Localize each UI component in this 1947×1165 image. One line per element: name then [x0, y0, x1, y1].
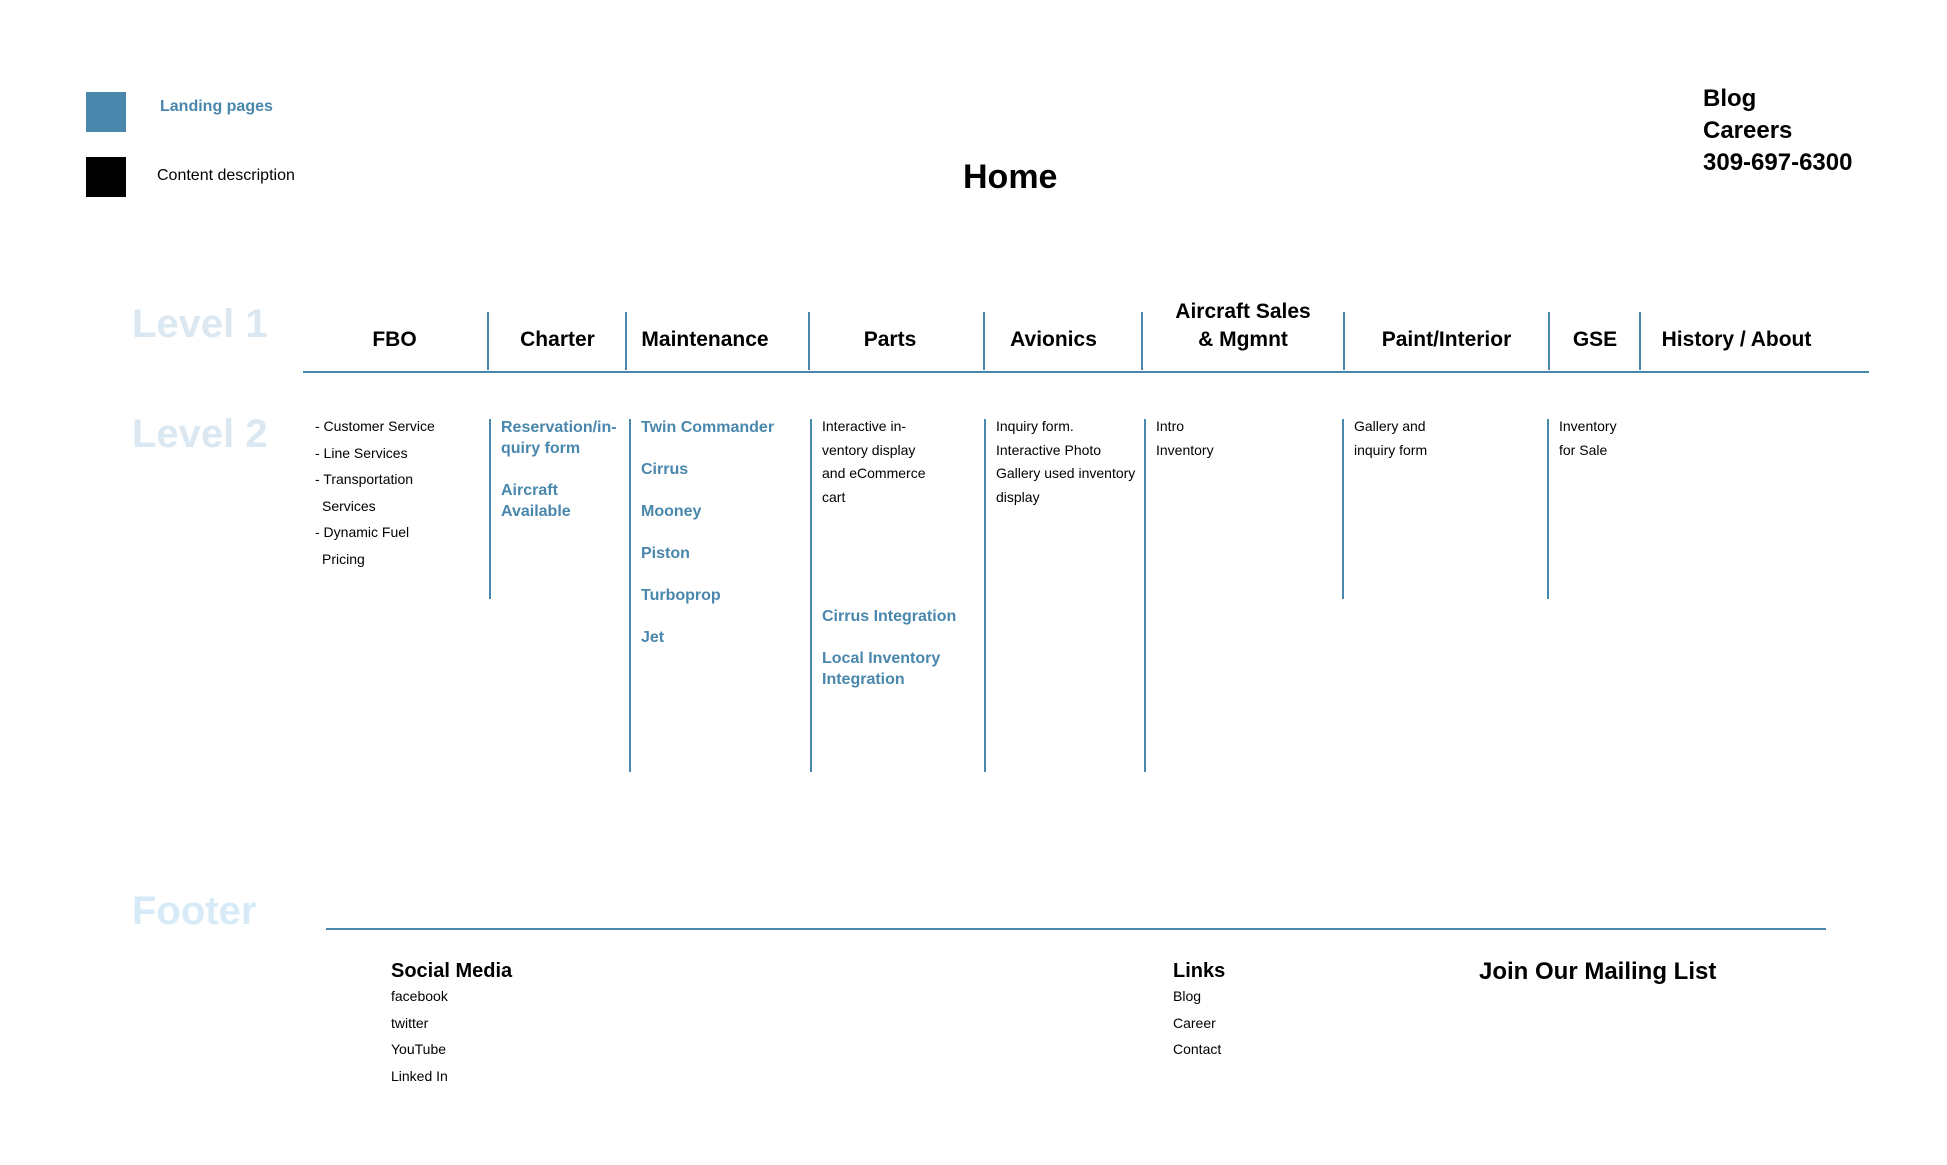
parts-description — [822, 415, 926, 509]
nav-maintenance[interactable]: Maintenance — [641, 328, 769, 351]
desc-line: Inquiry form. — [996, 418, 1074, 434]
nav-avionics[interactable]: Avionics — [1010, 328, 1097, 351]
level-2-divider — [984, 419, 986, 772]
list-item: - Line Services — [315, 444, 408, 461]
footer-link-linkedin[interactable]: Linked In — [391, 1067, 448, 1084]
parts-link-cirrus-integration[interactable]: Cirrus Integration — [822, 608, 957, 625]
footer-link-career[interactable]: Career — [1173, 1014, 1216, 1031]
desc-line: Inventory — [1559, 418, 1617, 434]
nav-charter[interactable]: Charter — [520, 328, 595, 351]
footer-link-facebook[interactable]: facebook — [391, 988, 448, 1004]
level-2-label: Level 2 — [132, 412, 268, 456]
link-line: Integration — [822, 671, 905, 688]
footer-link-twitter[interactable]: twitter — [391, 1014, 429, 1031]
avionics-description — [996, 415, 1135, 509]
nav-fbo[interactable]: FBO — [372, 328, 417, 351]
top-links — [1703, 83, 1852, 179]
desc-line: Interactive Photo — [996, 441, 1102, 458]
level-1-underline — [303, 371, 1869, 373]
desc-line: Interactive in- — [822, 418, 907, 434]
parts-links — [822, 606, 956, 690]
nav-divider — [983, 312, 985, 370]
maintenance-links — [641, 417, 774, 648]
desc-line: Gallery and — [1354, 418, 1426, 434]
nav-divider — [1343, 312, 1345, 370]
desc-line: Inventory — [1156, 441, 1214, 458]
nav-divider — [625, 312, 627, 370]
nav-aircraft-sales-line1: Aircraft Sales — [1175, 300, 1311, 323]
charter-aircraft-available-link[interactable] — [501, 480, 617, 522]
link-line: Local Inventory — [822, 650, 941, 667]
link-line: Aircraft — [501, 482, 558, 499]
fbo-content-list — [315, 413, 435, 572]
level-2-divider — [810, 419, 812, 772]
level-2-divider — [1342, 419, 1344, 599]
level-2-divider — [489, 419, 491, 599]
footer-link-contact[interactable]: Contact — [1173, 1041, 1222, 1057]
footer-links-heading: Links — [1173, 960, 1226, 982]
maintenance-link-twin-commander[interactable]: Twin Commander — [641, 419, 775, 436]
landing-pages-legend-label: Landing pages — [160, 98, 273, 115]
aircraft-sales-description — [1156, 415, 1214, 462]
top-link-careers[interactable]: Careers — [1703, 117, 1793, 144]
maintenance-link-mooney[interactable]: Mooney — [641, 503, 702, 520]
maintenance-link-turboprop[interactable]: Turboprop — [641, 587, 721, 604]
footer-links-section — [1173, 960, 1225, 1063]
list-item: - Customer Service — [315, 418, 435, 434]
top-link-phone[interactable]: 309-697-6300 — [1703, 149, 1853, 176]
desc-line: for Sale — [1559, 441, 1608, 458]
nav-gse[interactable]: GSE — [1572, 328, 1618, 351]
parts-link-local-inventory[interactable] — [822, 648, 956, 690]
charter-links — [501, 417, 617, 522]
level-2-divider — [1547, 419, 1549, 599]
list-item: - Transportation — [315, 471, 414, 487]
list-item: Pricing — [322, 550, 365, 567]
list-item: Services — [322, 497, 376, 514]
maintenance-link-piston[interactable]: Piston — [641, 545, 690, 562]
maintenance-link-cirrus[interactable]: Cirrus — [641, 461, 689, 478]
desc-line: display — [996, 488, 1040, 505]
paint-interior-description — [1354, 415, 1427, 462]
desc-line: Gallery used inventory — [996, 465, 1136, 481]
desc-line: Intro — [1156, 418, 1185, 434]
nav-divider — [1548, 312, 1550, 370]
spacer — [501, 459, 617, 480]
nav-paint-interior[interactable]: Paint/Interior — [1381, 328, 1512, 351]
gse-description — [1559, 415, 1617, 462]
link-line: quiry form — [501, 440, 581, 457]
page-title: Home — [963, 158, 1058, 196]
link-line: Reservation/in- — [501, 419, 617, 436]
footer-link-youtube[interactable]: YouTube — [391, 1041, 447, 1057]
nav-divider — [487, 312, 489, 370]
charter-reservation-link[interactable] — [501, 417, 617, 459]
footer-social-section — [391, 960, 512, 1089]
nav-history-about[interactable]: History / About — [1661, 328, 1812, 351]
footer-social-heading: Social Media — [391, 960, 513, 982]
content-description-legend-label: Content description — [157, 167, 295, 184]
nav-divider — [1141, 312, 1143, 370]
level-2-divider — [1144, 419, 1146, 772]
footer-divider — [326, 928, 1826, 930]
nav-divider — [1639, 312, 1641, 370]
content-description-swatch — [86, 157, 126, 197]
level-1-label: Level 1 — [132, 302, 268, 346]
nav-parts[interactable]: Parts — [863, 328, 917, 351]
top-link-blog[interactable]: Blog — [1703, 85, 1757, 112]
desc-line: and eCommerce — [822, 465, 926, 481]
join-mailing-list[interactable]: Join Our Mailing List — [1479, 958, 1717, 985]
desc-line: inquiry form — [1354, 441, 1428, 458]
desc-line: ventory display — [822, 441, 916, 458]
footer-link-blog[interactable]: Blog — [1173, 988, 1202, 1004]
desc-line: cart — [822, 488, 846, 505]
nav-aircraft-sales-line2: & Mgmnt — [1198, 328, 1288, 351]
link-line: Available — [501, 503, 571, 520]
landing-pages-swatch — [86, 92, 126, 132]
level-2-divider — [629, 419, 631, 772]
maintenance-link-jet[interactable]: Jet — [641, 629, 665, 646]
spacer — [822, 627, 956, 648]
list-item: - Dynamic Fuel — [315, 524, 410, 540]
footer-label: Footer — [132, 889, 257, 933]
nav-divider — [808, 312, 810, 370]
nav-aircraft-sales[interactable] — [1143, 298, 1343, 354]
